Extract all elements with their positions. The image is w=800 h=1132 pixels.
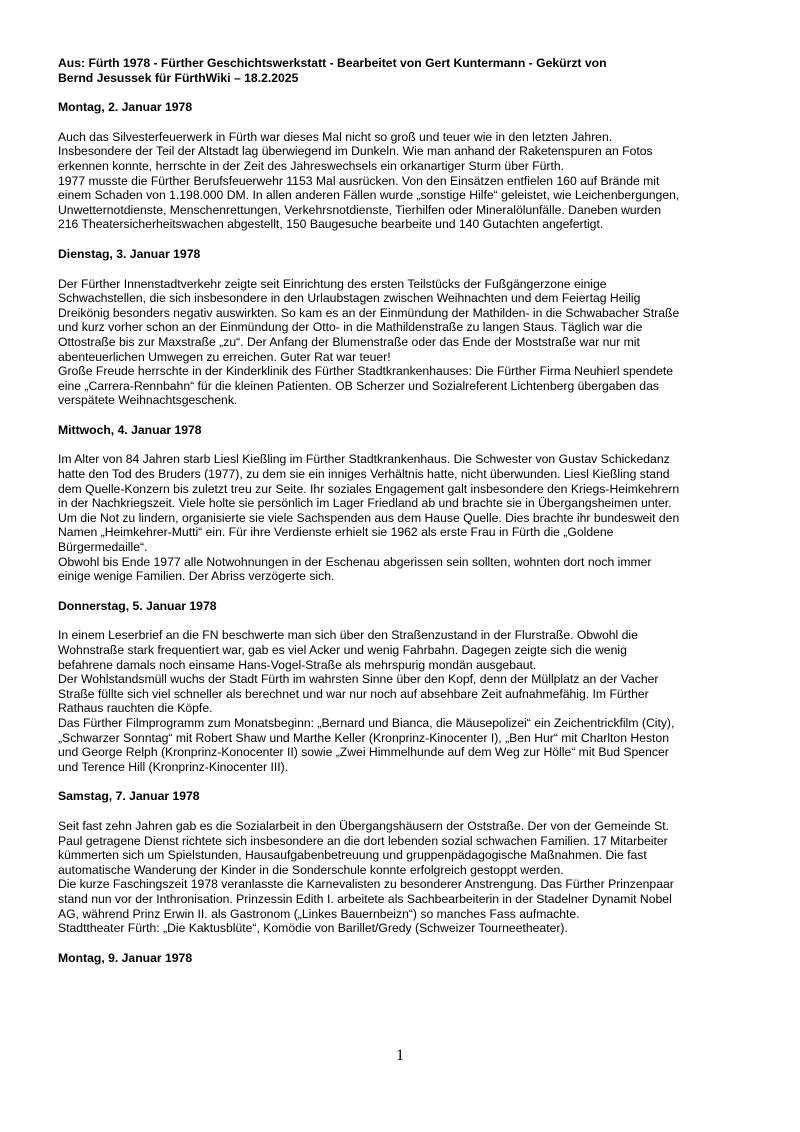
section-title-2-januar: Montag, 2. Januar 1978 <box>58 100 193 115</box>
text-line: und George Relph (Kronprinz-Konocenter II) sowie „Zwei Himmelhunde auf dem Weg zur Hölle“ mit Bud Spencer <box>58 745 669 760</box>
text-line: und Terence Hill (Kronprinz-Kinocenter III). <box>58 759 289 774</box>
text-line: Namen „Heimkehrer-Mutti“ ein. Für ihre Verdienste erhielt sie 1962 als erste Frau in Fürth die „Goldene <box>58 525 614 540</box>
text-line: dem Quelle-Konzern bis zuletzt treu zur Seite. Ihr soziales Engagement galt insbesondere den Kriegs-Heimkehrern <box>58 481 680 496</box>
text-line: befahrene damals noch einsame Hans-Vogel-Straße als mehrspurig mondän ausgebaut. <box>58 657 537 672</box>
section-body-3-januar <box>58 277 758 408</box>
text-line: Das Fürther Filmprogramm zum Monatsbeginn: „Bernard und Bianca, die Mäusepolizei“ ein Zeichentrickfilm (City), <box>58 715 675 730</box>
text-line: Seit fast zehn Jahren gab es die Sozialarbeit in den Übergangshäusern der Oststraße. Der von der Gemeinde St. <box>58 818 670 833</box>
text-line: Dreikönig besonders negativ auswirkten. So kam es an der Einmündung der Mathilden- in die Schwabacher Straße <box>58 305 680 320</box>
text-line: Bürgermedaille“. <box>58 540 148 555</box>
text-line: In einem Leserbrief an die FN beschwerte man sich über den Straßenzustand in der Flurstraße. Obwohl die <box>58 628 638 643</box>
text-line: Paul getragene Dienst richtete sich insbesondere an die dort lebenden sozial schwachen Familien. 17 Mitarbeiter <box>58 833 668 848</box>
header-line-2: Bernd Jesussek für FürthWiki – 18.2.2025 <box>58 70 299 85</box>
text-line: Schwachstellen, die sich insbesondere in den Urlaubstagen zwischen Weihnachten und dem Feiertag Heilig <box>58 291 641 306</box>
text-line: Rathaus rauchten die Köpfe. <box>58 701 213 716</box>
text-line: Große Freude herrschte in der Kinderklinik des Fürther Stadtkrankenhauses: Die Fürther Firma Neuhierl spendete <box>58 364 674 379</box>
section-title-9-januar: Montag, 9. Januar 1978 <box>58 950 193 965</box>
text-line: Straße füllte sich viel schneller als berechnet und war nur noch auf absehbare Zeit aufnahmefähig. Im Fürther <box>58 686 649 701</box>
text-line: Wohnstraße stark frequentiert war, gab es viel Acker und wenig Fahrbahn. Dagegen zeigte sich die wenig <box>58 643 627 657</box>
text-line: Der Fürther Innenstadtverkehr zeigte seit Einrichtung des ersten Teilstücks der Fußgängerzone einige <box>58 276 607 291</box>
text-line: 1977 musste die Fürther Berufsfeuerwehr 1153 Mal ausrücken. Von den Einsätzen entfielen 160 auf Brände mit <box>58 173 660 188</box>
text-line: Unwetternotdienste, Menschenrettungen, Verkehrsnotdienste, Tierhilfen oder Mineralölunfälle. Daneben wurden <box>58 202 661 217</box>
section-body-5-januar <box>58 628 758 774</box>
text-line: und kurz vorher schon an der Einmündung der Otto- in die Mathildenstraße zu langen Staus. Täglich war die <box>58 320 643 335</box>
text-line: Um die Not zu lindern, organisierte sie viele Sachspenden aus dem Hause Quelle. Dies brachte ihr bundesweit den <box>58 510 680 525</box>
text-line: Insbesondere der Teil der Altstadt lag überwiegend im Dunkeln. Wie man anhand der Raketenspuren an Fotos <box>58 144 653 159</box>
text-line: Der Wohlstandsmüll wuchs der Stadt Fürth im wahrsten Sinne über den Kopf, denn der Müllplatz an der Vacher <box>58 672 659 687</box>
text-line: erkennen konnte, herrschte in der Zeit des Jahreswechsels ein orkanartiger Sturm über Fürth. <box>58 158 565 173</box>
text-line: „Schwarzer Sonntag“ mit Robert Shaw und Marthe Keller (Kronprinz-Kinocenter I), „Ben Hur“ mit Charlton Heston <box>58 730 669 745</box>
document-header <box>58 56 758 85</box>
section-title-5-januar: Donnerstag, 5. Januar 1978 <box>58 598 217 613</box>
text-line: abenteuerlichen Umwegen zu erreichen. Guter Rat war teuer! <box>58 349 391 364</box>
text-line: Auch das Silvesterfeuerwerk in Fürth war dieses Mal nicht so groß und teuer wie in den letzten Jahren. <box>58 129 613 144</box>
text-line: Die kurze Faschingszeit 1978 veranlasste die Karnevalisten zu besonderer Anstrengung. Das Fürther Prinzenpaar <box>58 877 674 892</box>
section-title-4-januar: Mittwoch, 4. Januar 1978 <box>58 422 202 437</box>
page-number: 1 <box>396 1047 404 1064</box>
text-line: Stadttheater Fürth: „Die Kaktusblüte“, Komödie von Barillet/Gredy (Schweizer Tourneetheater). <box>58 921 568 936</box>
text-line: stand nun vor der Inthronisation. Prinzessin Edith I. arbeitete als Sachbearbeiterin in der Stadelner Dynamit Nobel <box>58 891 672 906</box>
text-line: automatische Wanderung der Kinder in die Sonderschule konnte erfolgreich gestoppt werden. <box>58 862 564 877</box>
section-title-7-januar: Samstag, 7. Januar 1978 <box>58 789 200 804</box>
section-body-4-januar <box>58 452 758 583</box>
text-line: Ottostraße bis zur Maxstraße „zu“. Der Anfang der Blumenstraße oder das Ende der Moststraße war nur mit <box>58 334 640 349</box>
text-line: Im Alter von 84 Jahren starb Liesl Kießling im Fürther Stadtkrankenhaus. Die Schwester von Gustav Schickedanz <box>58 452 670 467</box>
text-line: 216 Theatersicherheitswachen abgestellt, 150 Baugesuche bearbeite und 140 Gutachten angefertigt. <box>58 217 604 232</box>
section-body-7-januar <box>58 819 758 936</box>
text-line: verspätete Weihnachtsgeschenk. <box>58 393 238 408</box>
text-line: einem Schaden von 1.198.000 DM. In allen anderen Fällen wurde „sonstige Hilfe“ geleistet, wie Leichenbergungen, <box>58 188 680 203</box>
text-line: in der Nachkriegszeit. Viele holte sie persönlich im Lager Friedland ab und brachte sie in Übergangsheimen unter. <box>58 496 672 511</box>
section-body-2-januar <box>58 130 758 232</box>
text-line: Obwohl bis Ende 1977 alle Notwohnungen in der Eschenau abgerissen sein sollten, wohnten dort noch immer <box>58 554 652 569</box>
section-title-3-januar: Dienstag, 3. Januar 1978 <box>58 246 201 261</box>
text-line: hatte den Tod des Bruders (1977), zu dem sie ein inniges Verhältnis hatte, nicht überwunden. Liesl Kießling stand <box>58 467 670 482</box>
text-line: einige wenige Familien. Der Abriss verzögerte sich. <box>58 569 335 584</box>
document-content <box>58 56 758 980</box>
header-line-1: Aus: Fürth 1978 - Fürther Geschichtswerkstatt - Bearbeitet von Gert Kuntermann - Gekürzt von <box>58 56 607 70</box>
text-line: AG, während Prinz Erwin II. als Gastronom („Linkes Bauernbeizn“) so manches Fass aufmachte. <box>58 906 580 921</box>
text-line: eine „Carrera-Rennbahn“ für die kleinen Patienten. OB Scherzer und Sozialreferent Lichtenberg übergaben das <box>58 378 659 393</box>
text-line: kümmerten sich um Spielstunden, Hausaufgabenbetreuung und gruppenpädagogische Maßnahmen. Die fast <box>58 848 647 863</box>
